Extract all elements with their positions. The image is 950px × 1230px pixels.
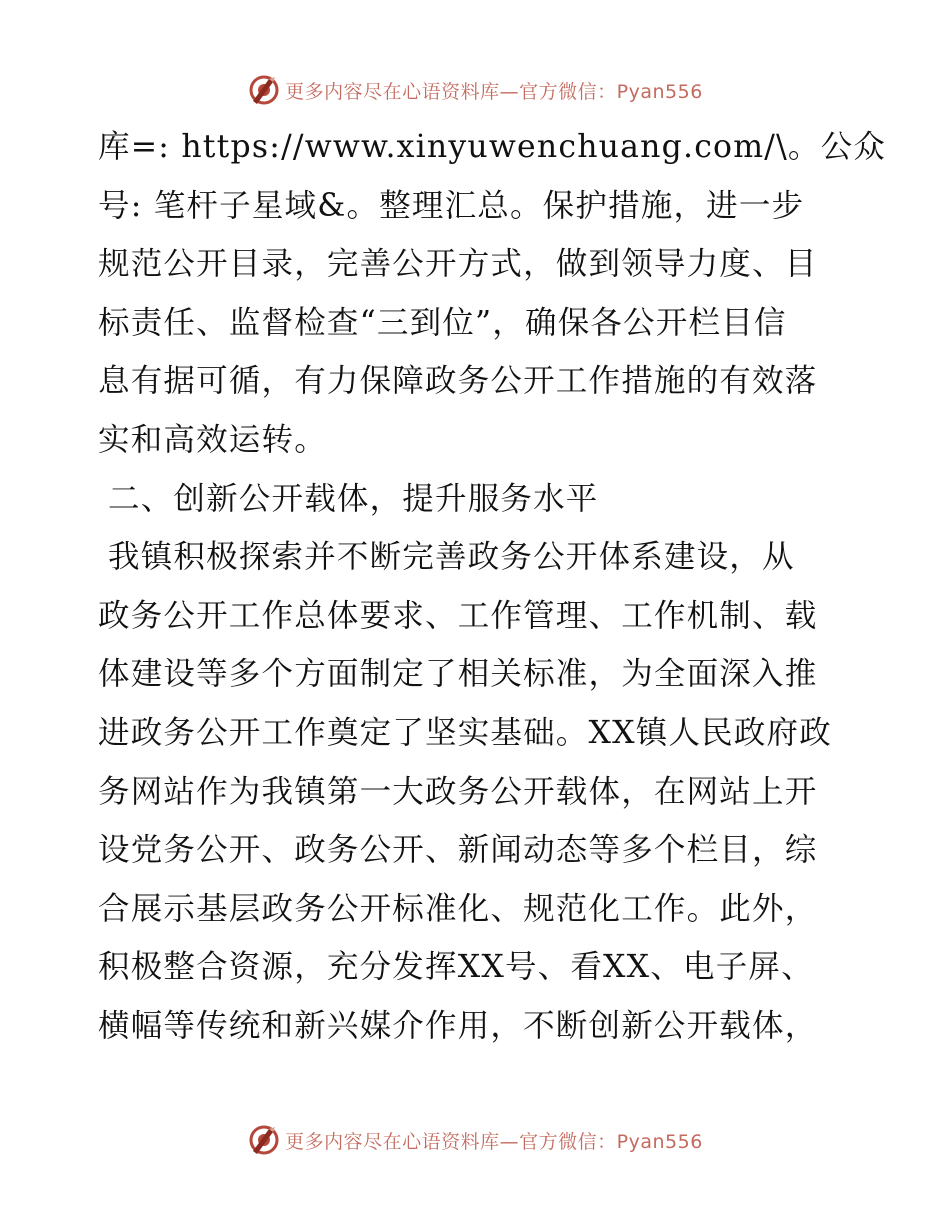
- body-line: 标责任、监督检查“三到位”，确保各公开栏目信: [98, 304, 787, 341]
- body-line: 息有据可循，有力保障政务公开工作措施的有效落: [98, 363, 818, 400]
- footer-banner: [0, 1120, 950, 1160]
- section-heading: 二、创新公开载体，提升服务水平: [108, 480, 599, 517]
- paragraph-line: 进政务公开工作奠定了坚实基础。XX镇人民政府政: [98, 714, 832, 751]
- pen-logo-icon: [247, 73, 281, 107]
- body-line: 实和高效运转。: [98, 421, 327, 458]
- header-banner: [0, 70, 950, 110]
- paragraph-line: 体建设等多个方面制定了相关标准，为全面深入推: [98, 656, 818, 693]
- document-body: [98, 118, 887, 1056]
- paragraph-line: 设党务公开、政务公开、新闻动态等多个栏目，综: [98, 832, 818, 869]
- footer-banner-text: 更多内容尽在心语资料库—官方微信：Pyan556: [285, 1130, 703, 1153]
- body-line: 号: 笔杆子星域&。整理汇总。保护措施，进一步: [98, 187, 805, 224]
- pen-logo-icon: [247, 1123, 281, 1157]
- body-line: 库=: https://www.xinyuwenchuang.com/\。公众: [98, 129, 887, 165]
- paragraph-line: 政务公开工作总体要求、工作管理、工作机制、载: [98, 597, 818, 634]
- paragraph-line: 横幅等传统和新兴媒介作用，不断创新公开载体，: [98, 1007, 818, 1044]
- paragraph-line: 务网站作为我镇第一大政务公开载体，在网站上开: [98, 773, 818, 810]
- header-banner-text: 更多内容尽在心语资料库—官方微信：Pyan556: [285, 80, 703, 103]
- paragraph-line: 合展示基层政务公开标准化、规范化工作。此外，: [98, 890, 818, 927]
- paragraph-line: 我镇积极探索并不断完善政务公开体系建设，从: [108, 539, 795, 576]
- paragraph-line: 积极整合资源，充分发挥XX号、看XX、电子屏、: [98, 949, 814, 986]
- body-line: 规范公开目录，完善公开方式，做到领导力度、目: [98, 246, 818, 283]
